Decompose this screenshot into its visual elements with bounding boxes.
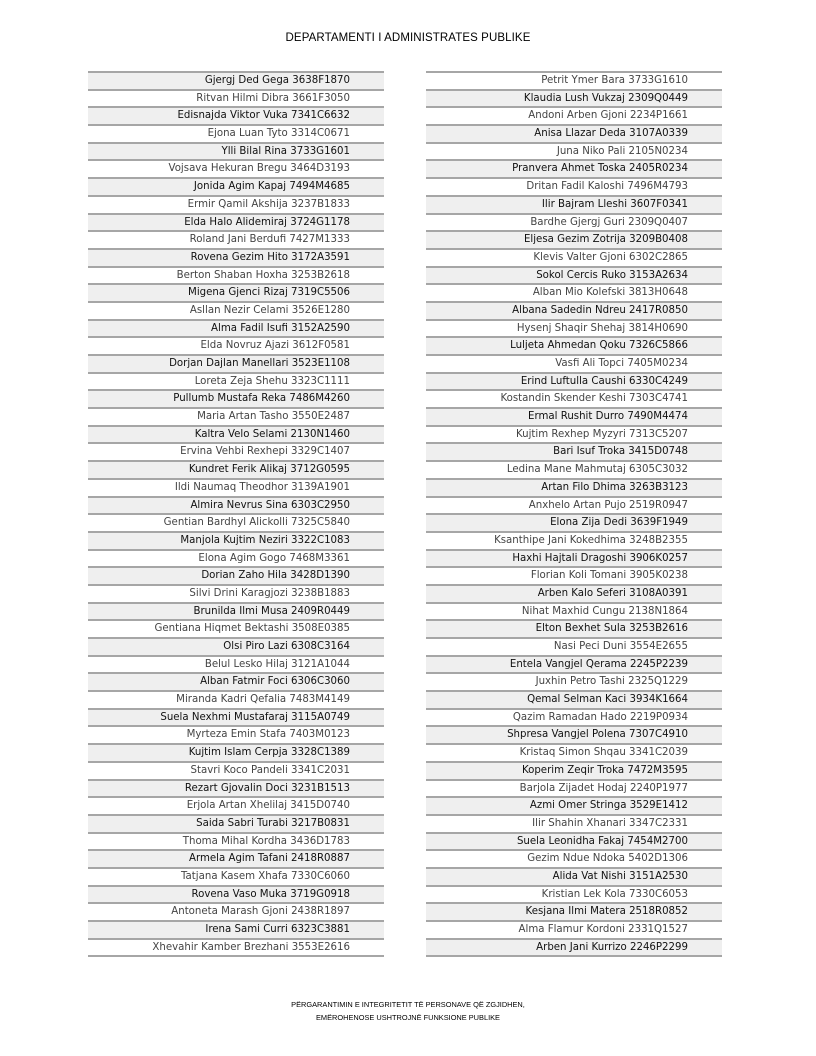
left-name-list [88, 71, 384, 957]
list-item: Ermal Rushit Durro 7490M4474 [426, 407, 722, 425]
list-item: Berton Shaban Hoxha 3253B2618 [88, 266, 384, 284]
document-footer [0, 999, 816, 1024]
list-item: Kostandin Skender Keshi 7303C4741 [426, 389, 722, 407]
list-item: Gentian Bardhyl Alickolli 7325C5840 [88, 513, 384, 531]
list-item: Pranvera Ahmet Toska 2405R0234 [426, 159, 722, 177]
list-item: Juxhin Petro Tashi 2325Q1229 [426, 672, 722, 690]
list-item: Loreta Zeja Shehu 3323C1111 [88, 372, 384, 390]
list-item: Edisnajda Viktor Vuka 7341C6632 [88, 106, 384, 124]
list-item: Alban Fatmir Foci 6306C3060 [88, 672, 384, 690]
list-item: Ledina Mane Mahmutaj 6305C3032 [426, 460, 722, 478]
list-item: Bardhe Gjergj Guri 2309Q0407 [426, 213, 722, 231]
list-item: Almira Nevrus Sina 6303C2950 [88, 496, 384, 514]
list-item: Suela Nexhmi Mustafaraj 3115A0749 [88, 708, 384, 726]
list-item: Klaudia Lush Vukzaj 2309Q0449 [426, 89, 722, 107]
list-item: Roland Jani Berdufi 7427M1333 [88, 230, 384, 248]
list-item: Anxhelo Artan Pujo 2519R0947 [426, 496, 722, 514]
list-item: Shpresa Vangjel Polena 7307C4910 [426, 725, 722, 743]
list-item: Dorian Zaho Hila 3428D1390 [88, 566, 384, 584]
list-item: Ksanthipe Jani Kokedhima 3248B2355 [426, 531, 722, 549]
list-item: Entela Vangjel Qerama 2245P2239 [426, 655, 722, 673]
list-item: Migena Gjenci Rizaj 7319C5506 [88, 283, 384, 301]
list-item: Kundret Ferik Alikaj 3712G0595 [88, 460, 384, 478]
list-item: Gezim Ndue Ndoka 5402D1306 [426, 849, 722, 867]
list-item: Klevis Valter Gjoni 6302C2865 [426, 248, 722, 266]
list-item: Nihat Maxhid Cungu 2138N1864 [426, 602, 722, 620]
list-item: Elona Agim Gogo 7468M3361 [88, 549, 384, 567]
list-item: Brunilda Ilmi Musa 2409R0449 [88, 602, 384, 620]
footer-line-1: PËRGARANTIMIN E INTEGRITETIT TË PERSONAVE QË ZGJIDHEN, [291, 1000, 525, 1009]
list-item: Hysenj Shaqir Shehaj 3814H0690 [426, 319, 722, 337]
list-item: Petrit Ymer Bara 3733G1610 [426, 71, 722, 89]
right-name-list [426, 71, 722, 957]
list-item: Thoma Mihal Kordha 3436D1783 [88, 832, 384, 850]
list-item: Nasi Peci Duni 3554E2655 [426, 637, 722, 655]
list-item: Ervina Vehbi Rexhepi 3329C1407 [88, 442, 384, 460]
list-item: Asllan Nezir Celami 3526E1280 [88, 301, 384, 319]
list-item: Suela Leonidha Fakaj 7454M2700 [426, 832, 722, 850]
list-item: Jonida Agim Kapaj 7494M4685 [88, 177, 384, 195]
list-item: Koperim Zeqir Troka 7472M3595 [426, 761, 722, 779]
list-item: Manjola Kujtim Neziri 3322C1083 [88, 531, 384, 549]
list-item: Haxhi Hajtali Dragoshi 3906K0257 [426, 549, 722, 567]
list-item: Kesjana Ilmi Matera 2518R0852 [426, 902, 722, 920]
list-item: Irena Sami Curri 6323C3881 [88, 920, 384, 938]
list-item: Erind Luftulla Caushi 6330C4249 [426, 372, 722, 390]
list-item: Eljesa Gezim Zotrija 3209B0408 [426, 230, 722, 248]
list-item: Kujtim Islam Cerpja 3328C1389 [88, 743, 384, 761]
list-item: Andoni Arben Gjoni 2234P1661 [426, 106, 722, 124]
list-item: Arben Kalo Seferi 3108A0391 [426, 584, 722, 602]
list-item: Alida Vat Nishi 3151A2530 [426, 867, 722, 885]
list-item: Vasfi Ali Topci 7405M0234 [426, 354, 722, 372]
list-item: Miranda Kadri Qefalia 7483M4149 [88, 690, 384, 708]
list-item: Elona Zija Dedi 3639F1949 [426, 513, 722, 531]
list-item: Silvi Drini Karagjozi 3238B1883 [88, 584, 384, 602]
list-item: Barjola Zijadet Hodaj 2240P1977 [426, 779, 722, 797]
list-item: Saida Sabri Turabi 3217B0831 [88, 814, 384, 832]
document-title: DEPARTAMENTI I ADMINISTRATES PUBLIKE [285, 32, 531, 44]
list-item: Artan Filo Dhima 3263B3123 [426, 478, 722, 496]
list-item: Bari Isuf Troka 3415D0748 [426, 442, 722, 460]
list-item: Alma Flamur Kordoni 2331Q1527 [426, 920, 722, 938]
list-item: Sokol Cercis Ruko 3153A2634 [426, 266, 722, 284]
list-item: Kristaq Simon Shqau 3341C2039 [426, 743, 722, 761]
list-item: Albana Sadedin Ndreu 2417R0850 [426, 301, 722, 319]
list-item: Elton Bexhet Sula 3253B2616 [426, 619, 722, 637]
list-item: Ildi Naumaq Theodhor 3139A1901 [88, 478, 384, 496]
list-item: Elda Halo Alidemiraj 3724G1178 [88, 213, 384, 231]
list-item: Kristian Lek Kola 7330C6053 [426, 885, 722, 903]
list-item: Dritan Fadil Kaloshi 7496M4793 [426, 177, 722, 195]
list-item: Alban Mio Kolefski 3813H0648 [426, 283, 722, 301]
list-item: Rezart Gjovalin Doci 3231B1513 [88, 779, 384, 797]
list-item: Myrteza Emin Stafa 7403M0123 [88, 725, 384, 743]
list-item: Belul Lesko Hilaj 3121A1044 [88, 655, 384, 673]
list-item: Pullumb Mustafa Reka 7486M4260 [88, 389, 384, 407]
list-item: Gjergj Ded Gega 3638F1870 [88, 71, 384, 89]
list-item: Kaltra Velo Selami 2130N1460 [88, 425, 384, 443]
list-item: Azmi Omer Stringa 3529E1412 [426, 796, 722, 814]
list-item: Ilir Bajram Lleshi 3607F0341 [426, 195, 722, 213]
list-item: Olsi Piro Lazi 6308C3164 [88, 637, 384, 655]
list-item: Anisa Llazar Deda 3107A0339 [426, 124, 722, 142]
list-item: Armela Agim Tafani 2418R0887 [88, 849, 384, 867]
footer-line-2: EMËROHENOSE USHTROJNË FUNKSIONE PUBLIKE [316, 1012, 500, 1022]
list-item: Ylli Bilal Rina 3733G1601 [88, 142, 384, 160]
list-item: Vojsava Hekuran Bregu 3464D3193 [88, 159, 384, 177]
list-item: Qazim Ramadan Hado 2219P0934 [426, 708, 722, 726]
list-item: Xhevahir Kamber Brezhani 3553E2616 [88, 938, 384, 958]
list-item: Gentiana Hiqmet Bektashi 3508E0385 [88, 619, 384, 637]
list-item: Rovena Vaso Muka 3719G0918 [88, 885, 384, 903]
list-item: Stavri Koco Pandeli 3341C2031 [88, 761, 384, 779]
list-item: Erjola Artan Xhelilaj 3415D0740 [88, 796, 384, 814]
list-item: Ejona Luan Tyto 3314C0671 [88, 124, 384, 142]
list-item: Kujtim Rexhep Myzyri 7313C5207 [426, 425, 722, 443]
list-item: Juna Niko Pali 2105N0234 [426, 142, 722, 160]
list-item: Ritvan Hilmi Dibra 3661F3050 [88, 89, 384, 107]
list-item: Rovena Gezim Hito 3172A3591 [88, 248, 384, 266]
list-item: Florian Koli Tomani 3905K0238 [426, 566, 722, 584]
list-item: Arben Jani Kurrizo 2246P2299 [426, 938, 722, 958]
list-item: Alma Fadil Isufi 3152A2590 [88, 319, 384, 337]
list-item: Dorjan Dajlan Manellari 3523E1108 [88, 354, 384, 372]
list-item: Antoneta Marash Gjoni 2438R1897 [88, 902, 384, 920]
list-item: Tatjana Kasem Xhafa 7330C6060 [88, 867, 384, 885]
list-item: Ilir Shahin Xhanari 3347C2331 [426, 814, 722, 832]
list-item: Elda Novruz Ajazi 3612F0581 [88, 336, 384, 354]
list-item: Qemal Selman Kaci 3934K1664 [426, 690, 722, 708]
list-item: Luljeta Ahmedan Qoku 7326C5866 [426, 336, 722, 354]
list-item: Ermir Qamil Akshija 3237B1833 [88, 195, 384, 213]
list-item: Maria Artan Tasho 3550E2487 [88, 407, 384, 425]
